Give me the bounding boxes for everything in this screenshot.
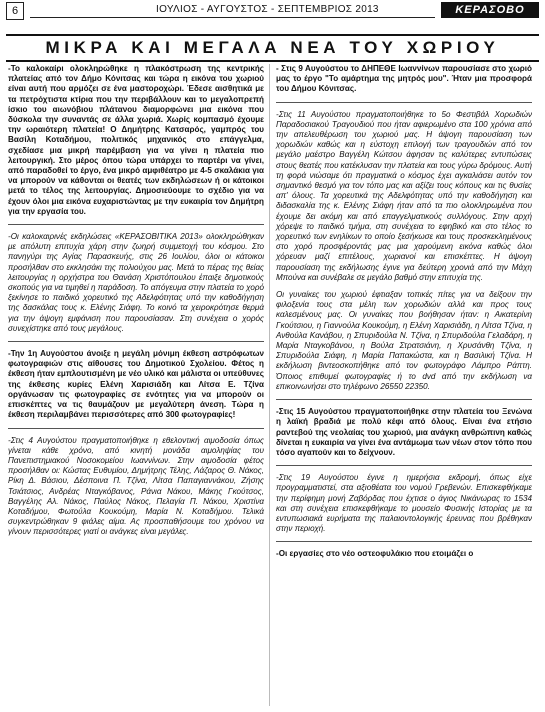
newsletter-masthead: ΚΕΡΑΣΟΒΟ — [441, 2, 539, 18]
left-column — [8, 64, 264, 545]
article-theatre-play: - Στις 9 Αυγούστου το ΔΗΠΕΘΕ Ιωαννίνων παρουσίασε στο χωριό μας το έργο "Το αμάρτημα της μητρός μου". Ήταν μια προσφορά του Δήμου Κόνιτσας. — [276, 64, 532, 94]
article-divider — [8, 341, 264, 342]
article-divider — [276, 102, 532, 103]
article-divider — [276, 465, 532, 466]
article-blood-donation: -Στις 4 Αυγούστου πραγματοποιήθηκε η εθελοντική αιμοδοσία όπως γίνεται κάθε χρόνο, από κινητή μονάδα αιμοληψίας του Πανεπιστημιακού Νοσοκομείου Ιωαννίνων. Στην αιμοδοσία φέτος προσήλθαν οι: Κώστας Ευθυμίου, Δημήτρης Τέλης, Λάζαρος Θ. Νάκος, Ρίκη Δ. Βάσιου, Δέσποινα Π. Τζίνα, Λίτσα Παπαγιαννάκου, Ζήσης Τσιάτσιος, Ανδρέας Νταγκόβανος, Ράνια Νάκου, Μάκης Γκούτσος, Βαγγέλης Αλ. Νάκος, Παύλος Νάκος, Πελαγία Π. Νάκου, Χριστίνα Κοταδήμου, Φωτούλα Κουκούμη, Μαρία Ν. Κοταδήμου. Τελικά συγκεντρώθηκαν 9 φιάλες αίμα. Ας προσπαθήσουμε του χρόνου να γίνουν περισσότερες γιατί οι ανάγκες είναι μεγάλες. — [8, 435, 264, 537]
article-ossuary: -Οι εργασίες στο νέο οστεοφυλάκιο που ετοιμάζει ο — [276, 549, 474, 559]
article-divider — [8, 428, 264, 429]
article-square-paving: -Το καλοκαίρι ολοκληρώθηκε η πλακόστρωση της κεντρικής πλατείας από τον Δήμο Κόνιτσας και τώρα η εικόνα του χωριού είναι αυτή που αρμόζει σε ένα μαστοροχώρι. Έδεσε αισθητικά με τα πετρόχτιστα κτίρια που την περιβάλλουν και το μεγαλοπρεπή ίσκιο του αιωνόβιου πλάτανου διαμορφώνει μια εικόνα που δύσκολα την συναντάς σε άλλα χωριά. Χωρίς κομπασμό έχουμε την ωραιότερη πλατεία! Ο Δημήτρης Κατσαρός, γαμπρός του Βασίλη Κοταδήμου, πολιτικός μηχανικός στο επάγγελμα, σχεδίασε μια μικρή παρέμβαση για να γίνει η πλατεία πιο λειτουργική. Στο μέρος όπου τώρα υπάρχει το παρτέρι να γίνει, από παραδοθεί το έργο, ένα μικρό αμφιθέατρο με 4-5 σκαλάκια για να μπορούν να κάθονται οι θεατές των εκδηλώσεων ή οι κάτοικοι μετά το τέλος της λειτουργίας. Δημοσιεύουμε το σχέδιο για να έχουν όλοι μια εικόνα ευχαριστώντας με την ευκαιρία τον Δημήτρη για την εργασία του. — [8, 64, 264, 216]
page-number: 6 — [6, 2, 24, 20]
article-folk-night: -Στις 15 Αυγούστου πραγματοποιήθηκε στην πλατεία του Ξενώνα η λαϊκή βραδιά με πολύ κέφι από όλους. Είναι ένα ετήσιο ραντεβού της νεολαίας του χωριού, μια ανάγκη ανθρώπινη καθώς δίνεται η ευκαιρία να γίνει ένα αντάμωμα των νέων στον τόπο που τόσο αγαπούν και το δείχνουν. — [276, 407, 532, 457]
column-divider — [269, 64, 270, 706]
article-summer-events: -Οι καλοκαιρινές εκδηλώσεις «ΚΕΡΑΣΟΒΙΤΙΚΑ 2013» ολοκληρώθηκαν με απόλυτη επιτυχία χάρη στην ζωηρή συμμετοχή του κόσμου. Στο πανηγύρι της Αγίας Παρασκευής, στις 26 Ιουλίου, όλοι οι κάτοικοι προσήλθαν στο εκκλησάκι της πολιούχου μας. Μετά το πέρας της θείας λειτουργίας η ορχήστρα του Θανάση Χριστόπουλου έπαιξε δημοτικούς σκοπούς για να τιμηθεί η παράδοση. Το απόγευμα στην πλατεία το χορό ξεκίνησε το παιδικό χορευτικό της Αδελφότητας υπό την καθοδήγηση της δασκάλας τους κ. Ελένης Σιάφη. Το κοινό τα χειροκρότησε θερμά για την άψογη εμφάνιση που παρουσίασαν. Στη συνέχεια ο χορός συνεχίστηκε από τους μεγάλους. — [8, 232, 264, 333]
section-title: ΜΙΚΡΑ ΚΑΙ ΜΕΓΑΛΑ ΝΕΑ ΤΟΥ ΧΩΡΙΟΥ — [6, 34, 539, 62]
article-choir-festival: -Στις 11 Αυγούστου πραγματοποιήθηκε το 5ο Φεστιβάλ Χορωδιών Παραδοσιακού Τραγουδιού που ήταν αφιερωμένο στα 100 χρόνια από την απελευθέρωση του χωριού μας. Η άψογη παρουσίαση των χορωδιών καθώς και η εύστοχη επιλογή των τραγουδιών από τον μεγάλο μαέστρο Βαγγέλη Κώτσου άφησαν τις καλύτερες εντυπώσεις στους θεατές που κατέκλυσαν την πλατεία και τους γύρω δρόμους. Αυτή τη φορά νιώσαμε ότι πραγματικά ο κόσμος έχει αγκαλιάσει αυτόν τον σημαντικό θεσμό για τον τόπο μας και αξίζει τους κόπους και τις θυσίες απ' όλους. Τα χορευτικά της Αδελφότητας υπό την καθοδήγηση και διδασκαλία της κ. Ελένης Σιάφη ήταν από τα πιο ολοκληρωμένα που έχουμε δει ακόμη και από επαγγελματικούς συλλόγους. Στην αρχή χόρεψε το παιδικό τμήμα, στη συνέχεια το εφηβικό και στο τέλος το χορευτικό των ενηλίκων το οποίο ξεσήκωσε και τους προσκεκλημένους στο χορό προσφέροντάς μας μια χαρούμενη εικόνα καθώς όλοι χόρευαν μαζί επιτέλους, χωριανοί και επισκέπτες. Η άψογη παρουσίαση της εκδήλωσης έγινε για δεύτερη χρονιά από την Μάχη Μπούνα και συνέβαλε σε μεγάλο βαθμό στην επιτυχία της. — [276, 109, 532, 282]
article-excursion: -Στις 19 Αυγούστου έγινε η ημερήσια εκδρομή, όπως είχε προγραμματιστεί, στα αξιοθέατα του νομού Γρεβενών. Επισκεφθήκαμε την περίφημη μονή Ζαβόρδας που έχτισε ο άγιος Νικάνωρας το 1534 και στη συνέχεια επισκεφθήκαμε το μουσείο Φυσικής Ιστορίας με τα εντυπωσιακά ευρήματα της παλαιοντολογικής έρευνας που βρέθηκαν στην περιοχή. — [276, 473, 532, 534]
page-header — [6, 2, 539, 20]
article-divider — [276, 399, 532, 400]
header-rule — [30, 17, 435, 18]
article-divider — [276, 541, 532, 542]
article-photo-exhibition: -Την 1η Αυγούστου άνοιξε η μεγάλη μόνιμη έκθεση αστρόφωτων φωτογραφιών στις αίθουσες του Δημοτικού Σχολείου. Φέτος η έκθεση ήταν εμπλουτισμένη με νέο υλικό και μάλιστα οι υπεύθυνες της έκθεσης κυρίες Ελένη Χαρισιάδη και Λίτσα Ε. Τζίνα οργάνωσαν τις φωτογραφίες σε ενότητες για να μπορούν οι επισκέπτες να τις θαυμάζουν με μεγαλύτερη άνεση. Τώρα η έκθεση περιλαμβάνει περισσότερες από 300 φωτογραφίες! — [8, 349, 264, 420]
right-column — [276, 64, 532, 567]
article-village-women: Οι γυναίκες του χωριού έφτιαξαν τοπικές πίτες για να δείξουν την φιλοξενία τους στα μέλη των χορωδιών αλλά και προς τους καλεσμένους μας. Οι γυναίκες που βοήθησαν ήταν: η Αικατερίνη Γκούτσιου, η Γιαννούλα Κουκούμη, η Ελένη Χαρισιάδη, η Λίτσα Τζίνα, η Ανθούλα Κανάβου, η Σπυριδούλα Ν. Τζίνα, η Σπυριδούλα Γελαδάρη, η Μαρία Νταγκοβάνου, η Βούλα Στρατσιάνη, η Χρυσάνθη Τζίνα, η Σπυριδούλα Σιάφη, η Μαρία Παπακώστα, και η Βασιλική Τζίνα. Η εκδήλωση βιντεοσκοπήθηκε από τον φωτογράφο Λάμπρο Ράπτη. Όποιος επιθυμεί φωτογραφίες ή το dvd από την εκδήλωση να επικοινωνήσει στο τηλέφωνο 26550 22350. — [276, 290, 532, 391]
issue-date: ΙΟΥΛΙΟΣ - ΑΥΓΟΥΣΤΟΣ - ΣΕΠΤΕΜΒΡΙΟΣ 2013 — [156, 4, 379, 15]
article-divider — [8, 224, 264, 225]
